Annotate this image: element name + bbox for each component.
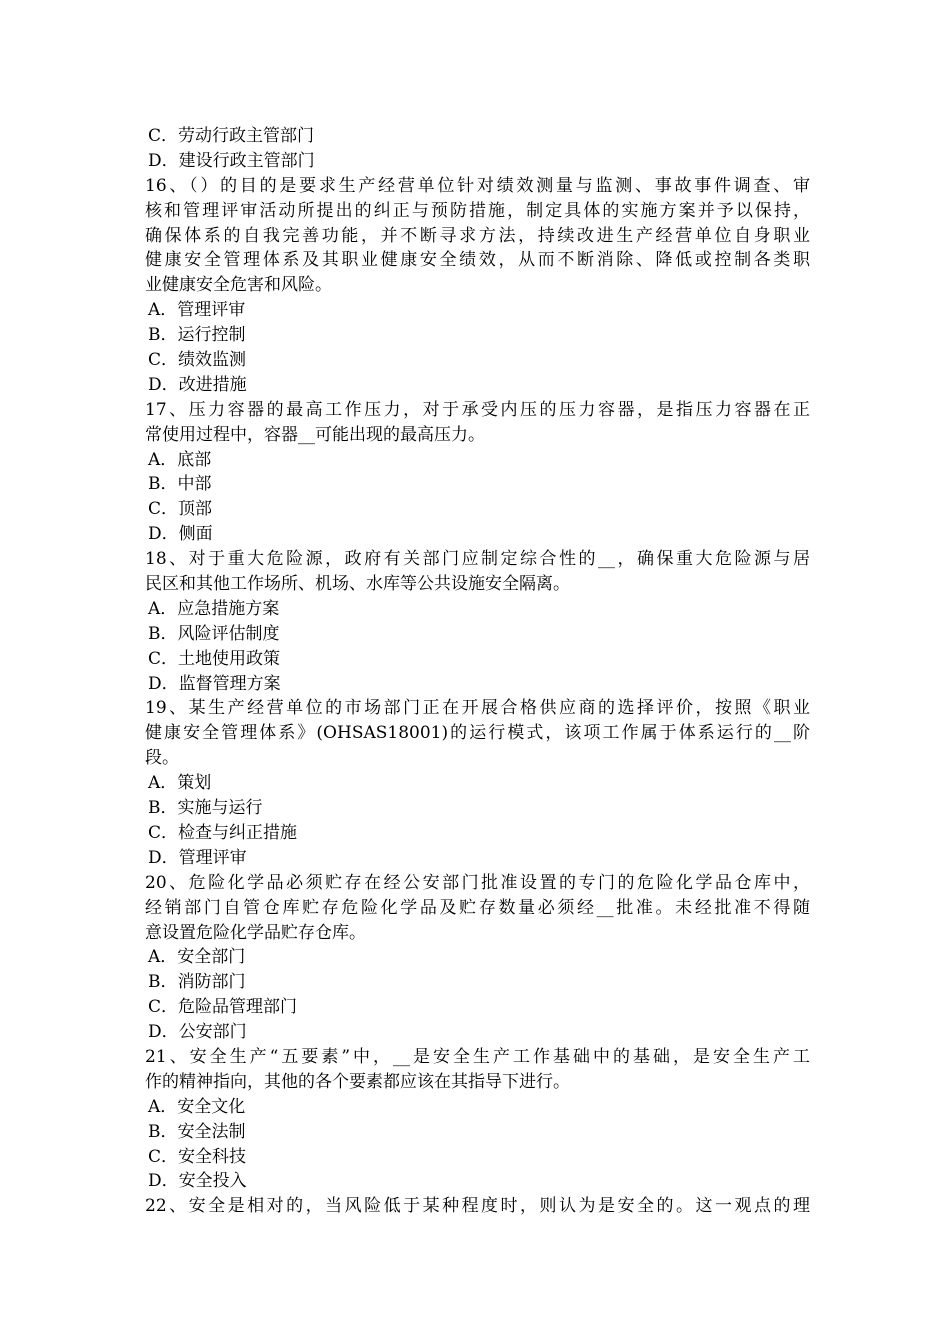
question-text-line: 确保体系的自我完善功能，并不断寻求方法，持续改进生产经营单位自身职业 xyxy=(145,225,810,246)
question-text-line: 17、压力容器的最高工作压力，对于承受内压的压力容器，是指压力容器在正 xyxy=(145,399,810,420)
answer-option: C．绩效监测 xyxy=(148,350,247,371)
question-text-line: 段。 xyxy=(145,748,179,769)
answer-option: B．消防部门 xyxy=(148,972,246,993)
question-text-line: 意设置危险化学品贮存仓库。 xyxy=(145,922,366,943)
question-text-line: 20、危险化学品必须贮存在经公安部门批准设置的专门的危险化学品仓库中， xyxy=(145,872,810,893)
question-text-line: 作的精神指向，其他的各个要素都应该在其指导下进行。 xyxy=(145,1071,570,1092)
question-text-line: 22、安全是相对的，当风险低于某种程度时，则认为是安全的。这一观点的理 xyxy=(145,1196,810,1217)
answer-option: C．劳动行政主管部门 xyxy=(148,126,315,146)
answer-option: D．侧面 xyxy=(148,524,213,545)
answer-option: B．运行控制 xyxy=(148,325,246,346)
answer-option: D．公安部门 xyxy=(148,1022,247,1043)
answer-option: C．顶部 xyxy=(148,499,213,520)
question-text-line: 健康安全管理体系》(OHSAS18001)的运行模式，该项工作属于体系运行的__阶 xyxy=(145,723,810,744)
question-text-line: 经销部门自管仓库贮存危险化学品及贮存数量必须经__批准。未经批准不得随 xyxy=(145,897,810,918)
answer-option: A．安全文化 xyxy=(148,1096,246,1117)
question-text-line: 18、对于重大危险源，政府有关部门应制定综合性的__，确保重大危险源与居 xyxy=(145,549,810,570)
question-text-line: 健康安全管理体系及其职业健康安全绩效，从而不断消除、降低或控制各类职 xyxy=(145,250,810,271)
answer-option: B．风险评估制度 xyxy=(148,623,280,644)
question-text-line: 核和管理评审活动所提出的纠正与预防措施，制定具体的实施方案并予以保持， xyxy=(145,200,810,221)
question-text-line: 19、某生产经营单位的市场部门正在开展合格供应商的选择评价，按照《职业 xyxy=(145,698,810,719)
answer-option: D．安全投入 xyxy=(148,1171,247,1192)
answer-option: A．安全部门 xyxy=(148,947,246,968)
answer-option: D．改进措施 xyxy=(148,374,247,395)
question-text-line: 民区和其他工作场所、机场、水库等公共设施安全隔离。 xyxy=(145,574,570,595)
answer-option: B．中部 xyxy=(148,474,212,495)
answer-option: C．检查与纠正措施 xyxy=(148,822,298,843)
answer-option: D．建设行政主管部门 xyxy=(148,150,315,171)
answer-option: B．安全法制 xyxy=(148,1121,246,1142)
answer-option: D．管理评审 xyxy=(148,847,247,868)
document-page xyxy=(145,124,810,1219)
answer-option: A．策划 xyxy=(148,773,212,794)
answer-option: A．应急措施方案 xyxy=(148,598,280,619)
answer-option: C．安全科技 xyxy=(148,1146,247,1167)
answer-option: B．实施与运行 xyxy=(148,798,263,819)
question-text-line: 21、安全生产“五要素”中，__是安全生产工作基础中的基础，是安全生产工 xyxy=(145,1046,810,1067)
question-text-line: 16、（）的目的是要求生产经营单位针对绩效测量与监测、事故事件调查、审 xyxy=(145,175,810,196)
answer-option: C．危险品管理部门 xyxy=(148,997,298,1018)
answer-option: C．土地使用政策 xyxy=(148,648,281,669)
answer-option: D．监督管理方案 xyxy=(148,673,281,694)
question-text-line: 业健康安全危害和风险。 xyxy=(145,275,332,296)
question-text-line: 常使用过程中，容器__可能出现的最高压力。 xyxy=(145,424,485,445)
answer-option: A．底部 xyxy=(148,449,212,470)
answer-option: A．管理评审 xyxy=(148,300,246,321)
